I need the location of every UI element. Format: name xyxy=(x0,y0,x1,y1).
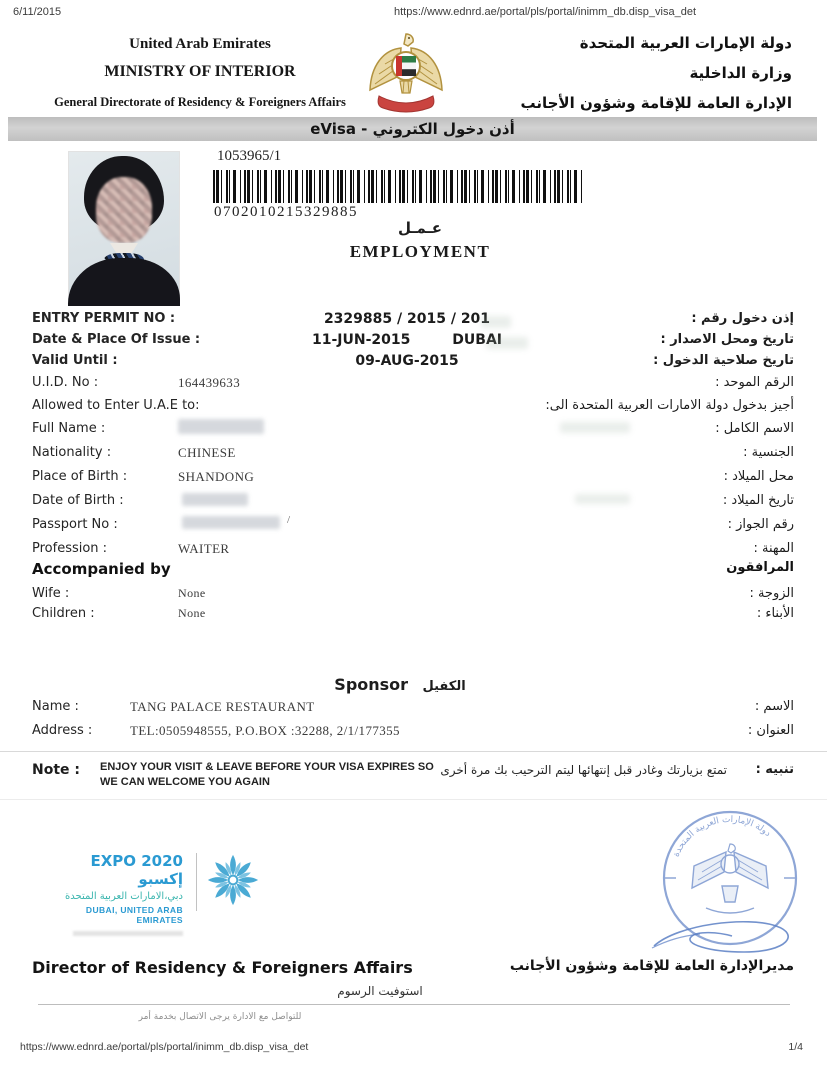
evisa-title-bar xyxy=(8,117,817,141)
footer-url: https://www.ednrd.ae/portal/pls/portal/inimm_db.disp_visa_det xyxy=(20,1041,309,1053)
field-label-ar: أجيز بدخول دولة الامارات العربية المتحدة الى: xyxy=(545,398,794,413)
field-row-allowed-to-enter xyxy=(0,398,827,417)
field-label: Nationality : xyxy=(32,445,112,460)
field-value: CHINESE xyxy=(178,445,236,460)
redacted-date-of-birth xyxy=(182,493,248,506)
field-value: 09-AUG-2015 xyxy=(355,353,459,369)
letterhead-ministry-en: MINISTRY OF INTERIOR xyxy=(104,63,296,80)
field-label-ar: محل الميلاد : xyxy=(723,469,794,484)
expo-line1: EXPO 2020 إكسبو xyxy=(90,852,183,888)
field-label: Address : xyxy=(32,723,93,738)
field-value: None xyxy=(178,586,206,600)
letterhead-country-ar: دولة الإمارات العربية المتحدة xyxy=(579,34,792,52)
sponsor-title-en: Sponsor xyxy=(334,675,409,694)
svg-text:دولة الإمارات العربية المتحدة xyxy=(671,815,772,859)
print-url: https://www.ednrd.ae/portal/pls/portal/inimm_db.disp_visa_det xyxy=(393,6,697,18)
redacted-passport-no xyxy=(182,516,280,529)
redacted-dob-ar xyxy=(575,494,630,504)
field-value: WAITER xyxy=(178,541,230,556)
field-row-full-name xyxy=(0,421,827,440)
field-row-profession xyxy=(0,541,827,560)
note-label: Note : xyxy=(32,762,80,778)
expo-2020-logo-text xyxy=(45,852,183,936)
field-value: 164439633 xyxy=(178,375,241,390)
letterhead-country-en: United Arab Emirates xyxy=(129,36,271,52)
field-row-children xyxy=(0,606,827,625)
scan-smudge xyxy=(481,316,511,328)
divider-line xyxy=(0,751,827,752)
field-label-ar: الزوجة : xyxy=(749,586,794,601)
field-label-ar: الرقم الموحد : xyxy=(715,375,794,390)
visa-type-english: EMPLOYMENT xyxy=(349,242,491,261)
field-row-valid-until xyxy=(0,353,827,372)
field-label: Valid Until : xyxy=(32,353,118,368)
field-value xyxy=(308,332,506,348)
letterhead-ministry-ar: وزارة الداخلية xyxy=(689,64,792,82)
field-row-uid xyxy=(0,375,827,394)
field-label: Passport No : xyxy=(32,517,118,532)
field-label: Date & Place Of Issue : xyxy=(32,332,201,347)
field-label-ar: تاريخ الميلاد : xyxy=(722,493,794,508)
field-value: None xyxy=(178,606,206,620)
barcode-number: 0702010215329885 xyxy=(214,204,358,220)
sponsor-section-title xyxy=(0,675,800,695)
director-title-ar: مديرالإدارة العامة للإقامة وشؤون الأجانب xyxy=(509,958,794,974)
field-label: U.I.D. No : xyxy=(32,375,99,390)
field-label-ar: الاسم الكامل : xyxy=(715,421,794,436)
field-row-place-of-birth xyxy=(0,469,827,488)
applicant-photo xyxy=(68,151,180,306)
field-label-ar: الأبناء : xyxy=(756,606,794,621)
photo-blurred-face xyxy=(96,177,152,243)
file-serial-number: 1053965/1 xyxy=(217,148,282,164)
uae-falcon-emblem-icon xyxy=(363,28,449,116)
barcode xyxy=(213,170,584,203)
footer-page-number: 1/4 xyxy=(788,1041,803,1053)
field-label-ar: تاريخ صلاحية الدخول : xyxy=(653,353,794,368)
expo-faint-line xyxy=(73,931,183,936)
visa-type-arabic: عـمـل xyxy=(398,219,442,237)
field-label: Profession : xyxy=(32,541,108,556)
field-row-passport xyxy=(0,517,827,536)
signature xyxy=(648,912,810,964)
field-label: ENTRY PERMIT NO : xyxy=(32,311,176,326)
field-value: 2329885 / 2015 / 201 xyxy=(323,311,491,327)
letterhead-directorate-en: General Directorate of Residency & Foreigners Affairs xyxy=(54,95,346,109)
print-date: 6/11/2015 xyxy=(13,6,62,18)
field-label-ar: الاسم : xyxy=(754,699,794,714)
expo-divider xyxy=(196,853,197,911)
field-label: Children : xyxy=(32,606,95,621)
field-row-issue xyxy=(0,332,827,351)
field-value: SHANDONG xyxy=(178,469,255,484)
contact-note-ar: للتواصل مع الادارة يرجى الاتصال بخدمة أمر xyxy=(138,1012,302,1022)
issue-place: DUBAI xyxy=(452,332,502,348)
fees-collected-ar: استوفيت الرسوم xyxy=(337,984,423,998)
note-text-en: ENJOY YOUR VISIT & LEAVE BEFORE YOUR VISA EXPIRES SO WE CAN WELCOME YOU AGAIN xyxy=(100,761,434,789)
photo-shoulders xyxy=(68,258,180,306)
note-label-ar: تنبيه : xyxy=(755,762,794,777)
field-label: Date of Birth : xyxy=(32,493,124,508)
field-row-nationality xyxy=(0,445,827,464)
field-label: Wife : xyxy=(32,586,70,601)
field-value: TANG PALACE RESTAURANT xyxy=(130,699,315,714)
sponsor-title-ar: الكفيل xyxy=(422,679,466,694)
letterhead-directorate-ar: الإدارة العامة للإقامة وشؤون الأجانب xyxy=(520,94,792,112)
expo-line3: DUBAI, UNITED ARAB EMIRATES xyxy=(85,905,183,925)
field-label: Place of Birth : xyxy=(32,469,128,484)
footer-divider-line xyxy=(38,1004,790,1005)
expo-line2: دبي،الامارات العربية المتحدة xyxy=(65,891,183,902)
expo-flower-logo-icon xyxy=(204,851,262,909)
passport-slash-mark: / xyxy=(287,514,291,526)
note-text-ar: تمتع بزيارتك وغادر قبل إنتهائها ليتم الترحيب بك مرة أخرى xyxy=(440,763,727,777)
accompanied-by-title-ar: المرافقون xyxy=(726,560,794,575)
evisa-title-text: eVisa - أذن دخول الكتروني xyxy=(310,120,515,138)
issue-date: 11-JUN-2015 xyxy=(312,332,411,348)
field-row-date-of-birth xyxy=(0,493,827,512)
field-value: TEL:0505948555, P.O.BOX :32288, 2/1/177355 xyxy=(130,723,400,738)
field-row-sponsor-address xyxy=(0,723,827,742)
field-label-ar: تاريخ ومحل الاصدار : xyxy=(660,332,794,347)
redacted-full-name xyxy=(178,419,264,434)
accompanied-by-title: Accompanied by xyxy=(32,560,171,578)
field-label-ar: رقم الجواز : xyxy=(727,517,794,532)
field-label-ar: الجنسية : xyxy=(743,445,794,460)
field-row-entry-permit xyxy=(0,311,827,330)
field-label: Full Name : xyxy=(32,421,106,436)
stamp-arc-text: دولة الإمارات العربية المتحدة xyxy=(671,814,773,859)
field-label-ar: إذن دخول رقم : xyxy=(691,311,794,326)
field-row-wife xyxy=(0,586,827,605)
field-label-ar: العنوان : xyxy=(747,723,794,738)
field-label-ar: المهنة : xyxy=(753,541,794,556)
redacted-name-ar xyxy=(560,422,630,433)
director-title-en: Director of Residency & Foreigners Affairs xyxy=(32,958,413,977)
field-row-sponsor-name xyxy=(0,699,827,718)
scan-smudge xyxy=(486,337,528,349)
field-label: Name : xyxy=(32,699,79,714)
field-label: Allowed to Enter U.A.E to: xyxy=(32,398,200,413)
